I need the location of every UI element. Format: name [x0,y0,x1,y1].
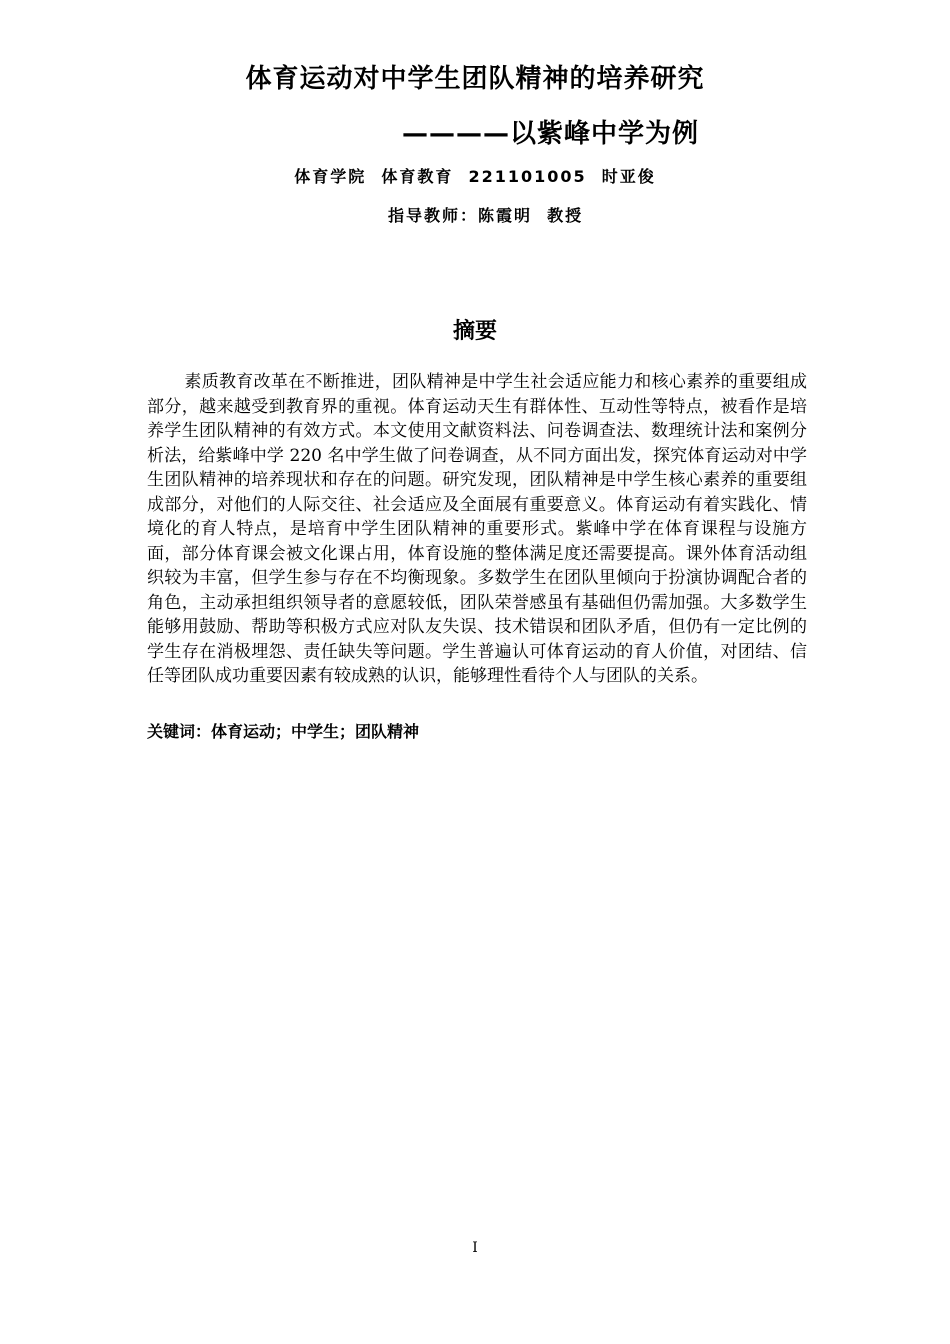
paper-subtitle: ————以紫峰中学为例 [402,119,700,149]
advisor-line: 指导教师：陈霞明 教授 [388,206,584,225]
keywords-line: 关键词：体育运动；中学生；团队精神 [147,722,420,741]
author-line: 体育学院 体育教育 221101005 时亚俊 [294,167,656,186]
paper-title: 体育运动对中学生团队精神的培养研究 [245,64,705,94]
abstract-heading: 摘要 [452,319,497,344]
page-number: I [472,1240,478,1256]
abstract-body: 素质教育改革在不断推进，团队精神是中学生社会适应能力和核心素养的重要组成部分，越来越受到教育界的重视。体育运动天生有群体性、互动性等特点，被看作是培养学生团队精神的有效方式。本文使用文献资料法、问卷调查法、数理统计法和案例分析法，给紫峰中学 220 名中学生做了问卷调查，从不同方面出发，探究体育运动对中学生团队精神的培养现状和存在的问题。研究发现，团队精神是中学生核心素养的重要组成部分，对他们的人际交往、社会适应及全面展有重要意义。体育运动有着实践化、情境化的育人特点，是培育中学生团队精神的重要形式。紫峰中学在体育课程与设施方面，部分体育课会被文化课占用，体育设施的整体满足度还需要提高。课外体育活动组织较为丰富，但学生参与存在不均衡现象。多数学生在团队里倾向于扮演协调配合者的角色，主动承担组织领导者的意愿较低，团队荣誉感虽有基础但仍需加强。大多数学生能够用鼓励、帮助等积极方式应对队友失误、技术错误和团队矛盾，但仍有一定比例的学生存在消极埋怨、责任缺失等问题。学生普遍认可体育运动的育人价值，对团结、信任等团队成功重要因素有较成熟的认识，能够理性看待个人与团队的关系。 [147,372,807,686]
